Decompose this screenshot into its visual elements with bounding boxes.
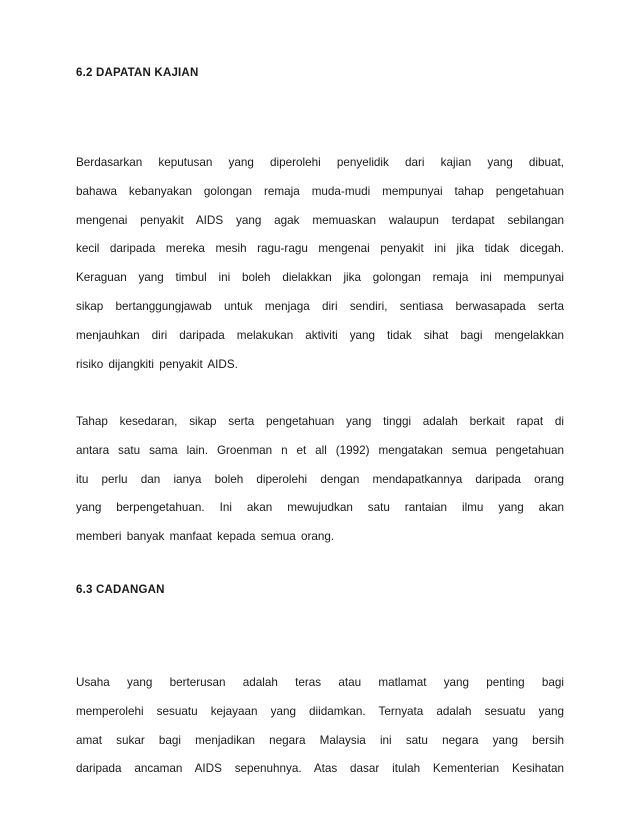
paragraph-line: antara satu sama lain. Groenman n et all (1992) mengatakan semua pengetahuan xyxy=(76,443,564,457)
paragraph-line: Tahap kesedaran, sikap serta pengetahuan yang tinggi adalah berkait rapat di xyxy=(76,415,564,428)
paragraph-line: amat sukar bagi menjadikan negara Malaysia ini satu negara yang bersih xyxy=(76,733,564,747)
paragraph-cadangan-1 xyxy=(76,669,564,784)
section-heading-dapatan-kajian: 6.2 DAPATAN KAJIAN xyxy=(76,67,199,79)
paragraph-line: memberi banyak manfaat kepada semua orang. xyxy=(76,530,335,544)
paragraph-line: Keraguan yang timbul ini boleh dielakkan jika golongan remaja ini mempunyai xyxy=(76,271,564,285)
paragraph-line: mengenai penyakit AIDS yang agak memuaskan walaupun terdapat sebilangan xyxy=(76,213,564,227)
paragraph-line: Usaha yang berterusan adalah teras atau matlamat yang penting bagi xyxy=(76,676,564,689)
paragraph-line: memperolehi sesuatu kejayaan yang diidamkan. Ternyata adalah sesuatu yang xyxy=(76,704,564,718)
paragraph-line: Berdasarkan keputusan yang diperolehi penyelidik dari kajian yang dibuat, xyxy=(76,156,564,169)
paragraph-dapatan-2 xyxy=(76,408,564,552)
paragraph-line: bahawa kebanyakan golongan remaja muda-mudi mempunyai tahap pengetahuan xyxy=(76,184,564,198)
paragraph-line: risiko dijangkiti penyakit AIDS. xyxy=(76,357,238,371)
paragraph-line: kecil daripada mereka mesih ragu-ragu mengenai penyakit ini jika tidak dicegah. xyxy=(76,242,564,256)
paragraph-line: sikap bertanggungjawab untuk menjaga diri sendiri, sentiasa berwasapada serta xyxy=(76,299,564,313)
paragraph-line: itu perlu dan ianya boleh diperolehi dengan mendapatkannya daripada orang xyxy=(76,472,564,486)
paragraph-line: daripada ancaman AIDS sepenuhnya. Atas dasar itulah Kementerian Kesihatan xyxy=(76,762,564,776)
paragraph-line: yang berpengetahuan. Ini akan mewujudkan satu rantaian ilmu yang akan xyxy=(76,501,564,515)
paragraph-dapatan-1 xyxy=(76,149,564,379)
paragraph-line: menjauhkan diri daripada melakukan aktiviti yang tidak sihat bagi mengelakkan xyxy=(76,328,564,342)
section-heading-cadangan: 6.3 CADANGAN xyxy=(76,584,165,596)
